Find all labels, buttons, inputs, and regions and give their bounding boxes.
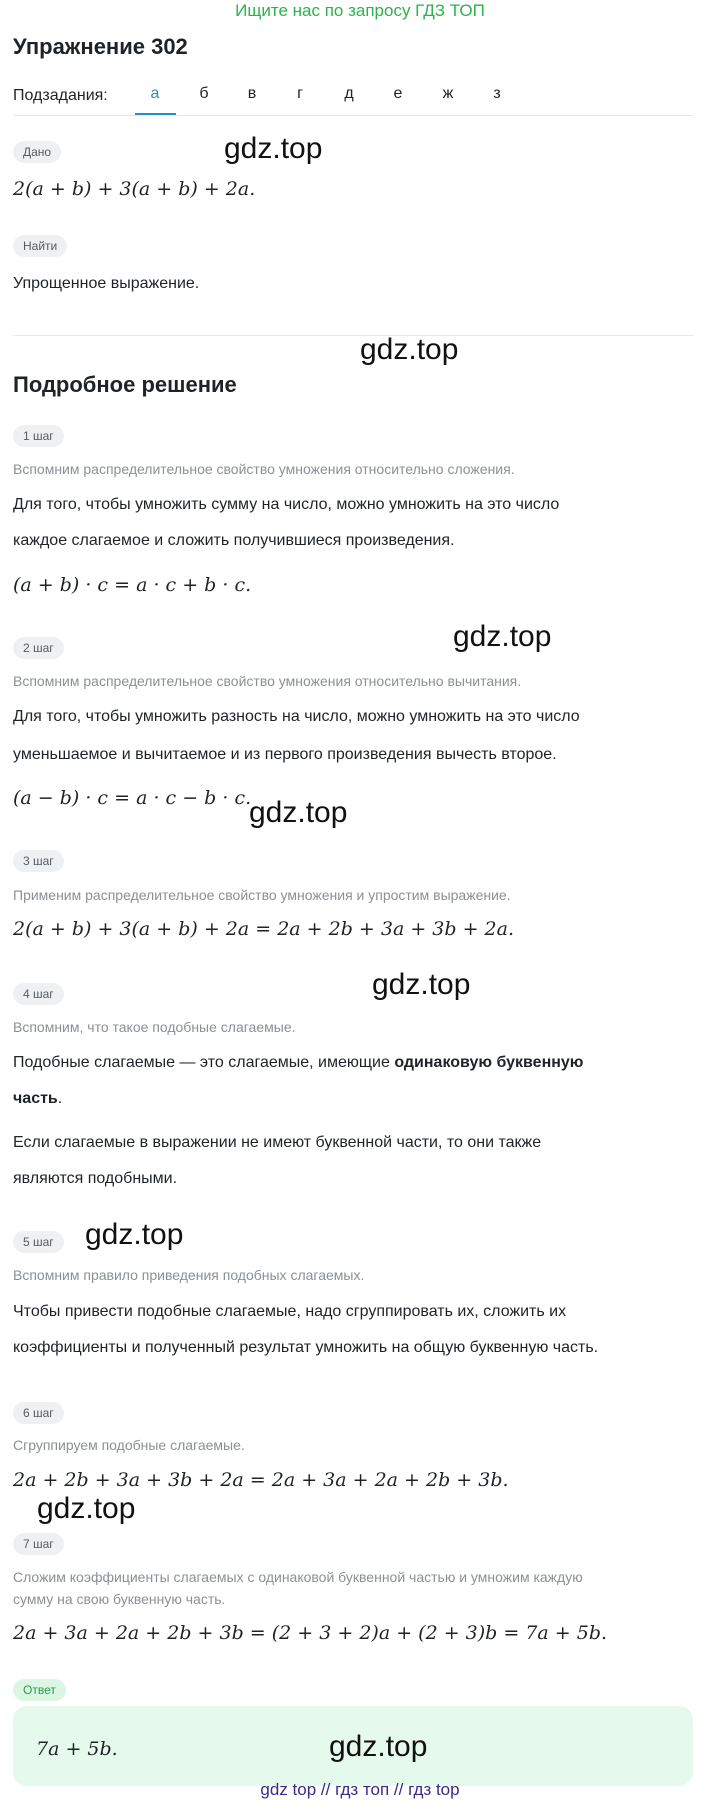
tabs-divider [13,115,693,116]
step-2-formula: (a − b) · c = a · c − b · c. [13,787,252,809]
watermark-4: gdz.top [249,796,348,829]
tab-zh[interactable]: ж [442,85,454,102]
step-5-text-line-1: Чтобы привести подобные слагаемые, надо сгруппировать их, сложить их [13,1303,567,1320]
step-2-hint: Вспомним распределительное свойство умножения относительно вычитания. [13,673,522,689]
step-7-formula: 2a + 3a + 2a + 2b + 3b = (2 + 3 + 2)a + (2 + 3)b = 7a + 5b. [13,1622,608,1644]
step-4-text-line-2 [13,1081,62,1117]
watermark-3: gdz.top [453,620,552,653]
step-5-hint: Вспомним правило приведения подобных слагаемых. [13,1267,365,1283]
tab-v[interactable]: в [247,85,257,102]
step-4-text-line-4: являются подобными. [13,1170,178,1187]
page-title: Упражнение 302 [13,34,188,59]
subtasks-label: Подзадания: [13,87,108,104]
step-2-pill: 2 шаг [13,637,64,659]
tab-b[interactable]: б [199,85,209,102]
step-4-period: . [57,1090,63,1107]
watermark-2: gdz.top [360,333,459,366]
step-4-text-line-1 [13,1045,583,1081]
watermark-1: gdz.top [224,132,323,165]
watermark-8: gdz.top [329,1730,428,1763]
find-text: Упрощенное выражение. [13,275,200,292]
given-expression: 2(a + b) + 3(a + b) + 2a. [13,178,256,200]
step-1-text-line-2: каждое слагаемое и сложить получившиеся произведения. [13,532,455,549]
step-4-pill: 4 шаг [13,983,64,1005]
step-6-formula: 2a + 2b + 3a + 3b + 2a = 2a + 3a + 2a + 2b + 3b. [13,1469,509,1491]
footer-links[interactable]: gdz top // гдз топ // гдз top [260,1780,460,1799]
tab-a[interactable]: а [150,85,160,102]
search-banner: Ищите нас по запросу ГДЗ ТОП [235,1,485,20]
watermark-5: gdz.top [372,968,471,1001]
watermark-7: gdz.top [37,1492,136,1525]
given-pill: Дано [13,141,61,163]
step-2-text-line-1: Для того, чтобы умножить разность на число, можно умножить на это число [13,708,580,725]
step-4-text-line-3: Если слагаемые в выражении не имеют буквенной части, то они также [13,1134,542,1151]
step-4-definition-bold: одинаковую буквенную [394,1054,584,1071]
step-1-hint: Вспомним распределительное свойство умножения относительно сложения. [13,461,515,477]
tab-z[interactable]: з [493,85,501,102]
step-1-pill: 1 шаг [13,425,64,447]
find-pill: Найти [13,235,67,257]
tab-d[interactable]: д [344,85,354,102]
solution-title: Подробное решение [13,372,237,397]
step-6-hint: Сгруппируем подобные слагаемые. [13,1437,245,1453]
step-4-definition-text: Подобные слагаемые — это слагаемые, имеющие [13,1054,395,1071]
answer-value: 7a + 5b. [36,1738,118,1760]
step-4-hint: Вспомним, что такое подобные слагаемые. [13,1019,296,1035]
step-1-text-line-1: Для того, чтобы умножить сумму на число, можно умножить на это число [13,496,560,513]
step-5-pill: 5 шаг [13,1231,64,1253]
step-7-pill: 7 шаг [13,1533,64,1555]
step-7-hint-line-1: Сложим коэффициенты слагаемых с одинаковой буквенной частью и умножим каждую [13,1569,583,1585]
step-3-pill: 3 шаг [13,850,64,872]
step-5-text-line-2: коэффициенты и полученный результат умножить на общую буквенную часть. [13,1339,599,1356]
step-1-formula: (a + b) · c = a · c + b · c. [13,574,252,596]
step-3-hint: Применим распределительное свойство умножения и упростим выражение. [13,887,511,903]
watermark-6: gdz.top [85,1218,184,1251]
step-6-pill: 6 шаг [13,1402,64,1424]
answer-pill: Ответ [13,1679,66,1701]
step-7-hint-line-2: сумму на свою буквенную часть. [13,1591,226,1607]
tab-e[interactable]: е [393,85,403,102]
active-tab-indicator [135,113,176,115]
step-3-formula: 2(a + b) + 3(a + b) + 2a = 2a + 2b + 3a + 3b + 2a. [13,918,515,940]
section-divider [13,335,693,336]
tab-g[interactable]: г [297,85,303,102]
step-4-bold-word: часть [13,1090,58,1107]
step-2-text-line-2: уменьшаемое и вычитаемое и из первого произведения вычесть второе. [13,746,557,763]
